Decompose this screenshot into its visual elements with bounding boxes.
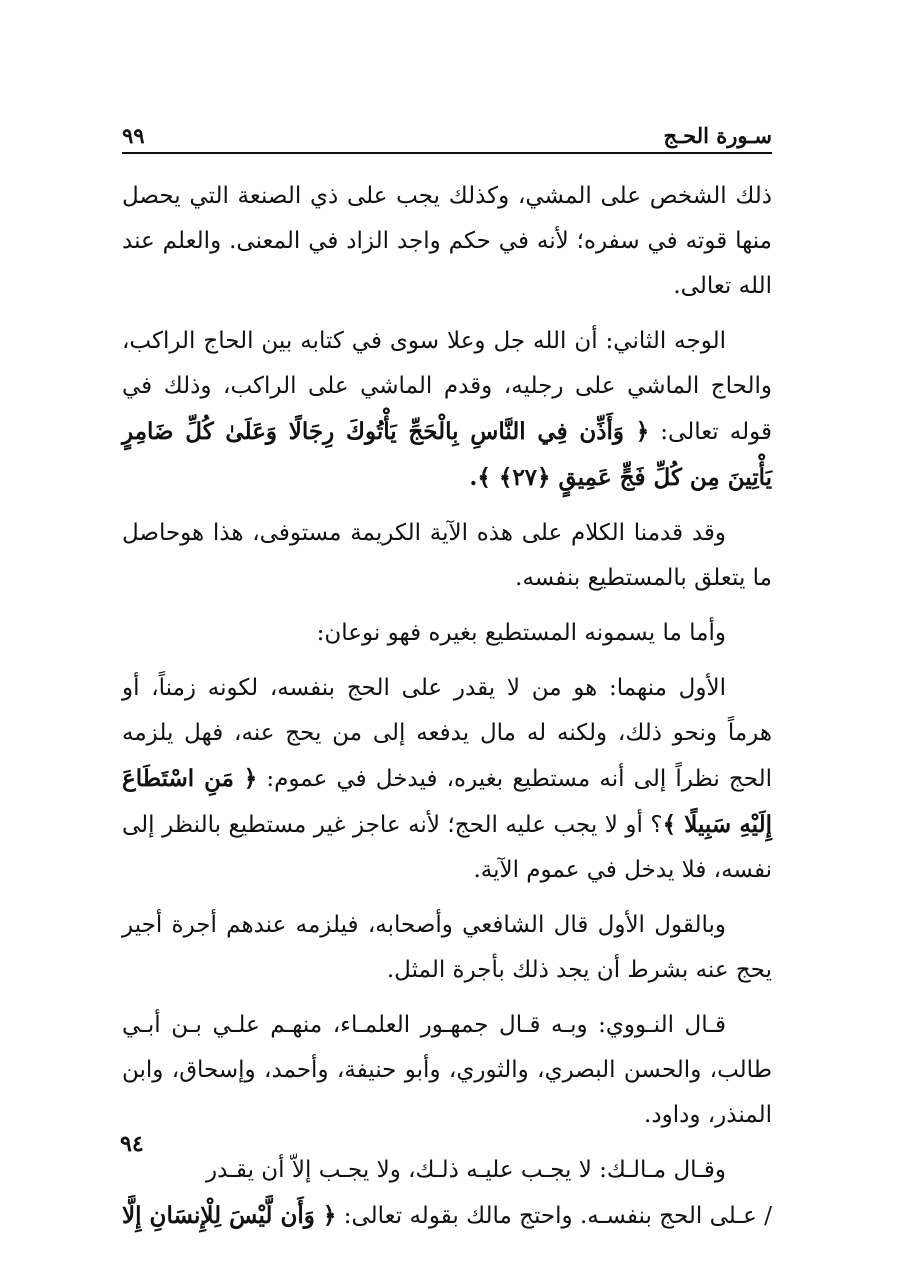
paragraph: ذلك الشخص على المشي، وكذلك يجب على ذي الصنعة التي يحصل منها قوته في سفره؛ لأنه في حكم واجد الزاد في المعنى. والعلم عند الله تعالى.	[122, 183, 772, 299]
paragraph: الوجه الثاني: أن الله جل وعلا سوى في كتابه بين الحاج الراكب، والحاج الماشي على رجليه، وقدم الماشي على الراكب، وذلك في قوله تعالى: ﴿ وَأَذِّن فِي النَّاسِ بِالْحَجِّ يَأْتُوكَ رِجَالًا وَعَلَىٰ كُلِّ ضَامِرٍ يَأْتِينَ مِن كُلِّ فَجٍّ عَمِيقٍ ﴿٢٧﴾ ﴾.	[122, 328, 772, 491]
quran-verse: ﴿ مَنِ اسْتَطَاعَ إِلَيْهِ سَبِيلًا ﴾	[122, 765, 773, 838]
surah-title: سـورة الحـج	[663, 123, 772, 148]
paragraph: الأول منهما: هو من لا يقدر على الحج بنفسه، لكونه زمناً، أو هرماً ونحو ذلك، ولكنه له مال يدفعه إلى من يحج عنه، فهل يلزمه الحج نظراً إلى أنه مستطيع بغيره، فيدخل في عموم: ﴿ مَنِ اسْتَطَاعَ إِلَيْهِ سَبِيلًا ﴾؟ أو لا يجب عليه الحج؛ لأنه عاجز غير مستطيع بالنظر إلى نفسه، فلا يدخل في عموم الآية.	[122, 675, 773, 883]
quran-verse: ﴿ وَأَذِّن فِي النَّاسِ بِالْحَجِّ يَأْتُوكَ رِجَالًا وَعَلَىٰ كُلِّ ضَامِرٍ يَأْتِينَ مِن كُلِّ فَجٍّ عَمِيقٍ ﴿٢٧﴾ ﴾.	[122, 418, 772, 491]
paragraph: وأما ما يسمونه المستطيع بغيره فهو نوعان:	[316, 620, 726, 646]
header-rule	[122, 152, 772, 154]
page	[122, 118, 772, 1239]
page-number: ٩٩	[122, 123, 145, 148]
footer-marker: ٩٤	[120, 1131, 144, 1157]
paragraph: قـال النـووي: وبـه قـال جمهـور العلمـاء، منهـم علـي بـن أبـي طالب، والحسن البصري، والثوري، وأبو حنيفة، وأحمد، وإسحاق، وابن المنذر، وداود.	[122, 1012, 772, 1128]
paragraph: وقـال مـالـك: لا يجـب عليـه ذلـك، ولا يجـب إلاّ أن يقـدر	[206, 1157, 726, 1183]
paragraph: وقد قدمنا الكلام على هذه الآية الكريمة مستوفى، هذا هوحاصل ما يتعلق بالمستطيع بنفسه.	[122, 520, 772, 591]
text-body	[122, 174, 772, 1239]
last-line: / عـلى الحج بنفسـه. واحتج مالك بقوله تعالى: ﴿ وَأَن لَّيْسَ لِلْإِنسَانِ إِلَّا	[122, 1202, 772, 1229]
quran-verse: ﴿ وَأَن لَّيْسَ لِلْإِنسَانِ إِلَّا	[122, 1202, 337, 1229]
paragraph: وبالقول الأول قال الشافعي وأصحابه، فيلزمه عندهم أجرة أجير يحج عنه بشرط أن يجد ذلك بأجرة المثل.	[122, 912, 772, 983]
page-header	[122, 118, 772, 148]
